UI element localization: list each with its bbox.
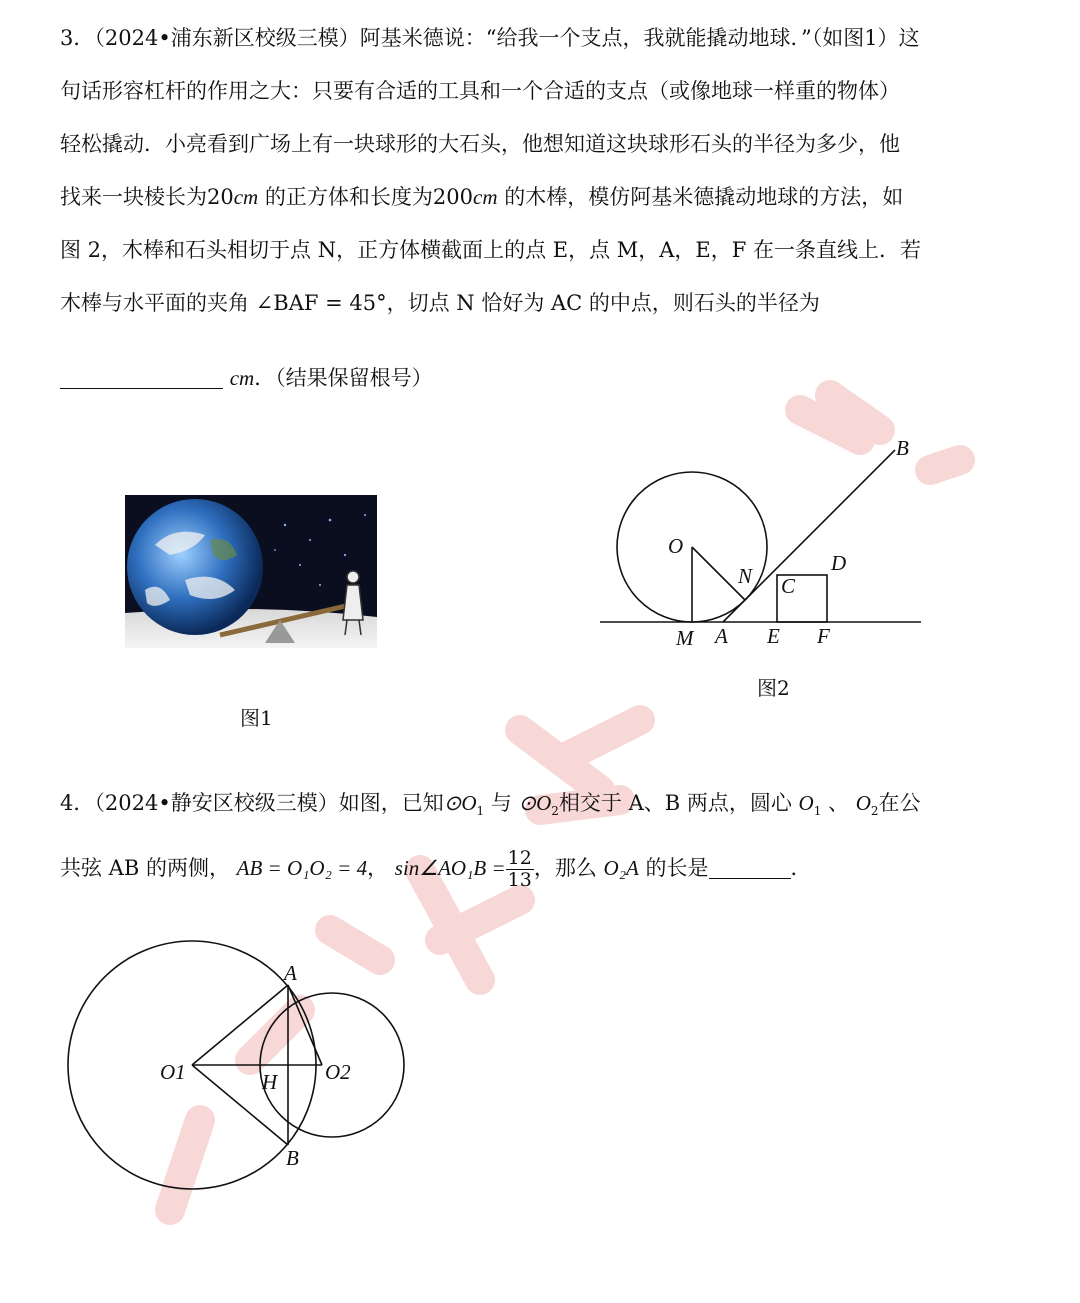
q4-text: 共弦 AB 的两侧， xyxy=(60,856,230,880)
label-d: D xyxy=(831,551,847,575)
segment-o2a: O₂A xyxy=(603,856,639,880)
q4-text: 如图，已知 xyxy=(338,791,444,815)
circle-o1: ⊙O xyxy=(443,791,477,815)
q3-line-6: 木棒与水平面的夹角 ∠BAF = 45°，切点 N 恰好为 AC 的中点，则石头的半径为 xyxy=(60,291,820,315)
q4-line-1 xyxy=(60,777,995,838)
circle-o2: ⊙O xyxy=(518,791,552,815)
label-o1: O1 xyxy=(160,1060,186,1084)
label-b: B xyxy=(896,436,909,460)
label-h: H xyxy=(262,1070,278,1094)
label-b: B xyxy=(286,1146,299,1170)
q4-text: ． xyxy=(790,856,812,880)
label-a: A xyxy=(284,961,297,985)
q3-line-2: 句话形容杠杆的作用之大：只要有合适的工具和一个合适的支点（或像地球一样重的物体） xyxy=(60,79,900,103)
q4-text: 、 xyxy=(828,791,850,815)
subscript: 2 xyxy=(551,804,559,819)
q3-unit: cm xyxy=(473,185,498,209)
q3-line-3: 轻松撬动．小亮看到广场上有一块球形的大石头，他想知道这块球形石头的半径为多少，他 xyxy=(60,132,900,156)
label-a: A xyxy=(715,624,728,648)
question-source: （2024•浦东新区校级三模） xyxy=(94,26,360,50)
label-o2: O2 xyxy=(325,1060,351,1084)
fraction-denominator: 13 xyxy=(507,869,532,891)
q3-value: 20 xyxy=(207,185,234,209)
q3-text: 找来一块棱长为 xyxy=(60,185,207,209)
q4-text: 相交于 A、B 两点，圆心 xyxy=(558,791,792,815)
q4-text: ， xyxy=(367,856,389,880)
q4-text: 的长是 xyxy=(645,856,709,880)
center-o1: O xyxy=(798,791,814,815)
q3-line-4 xyxy=(60,171,995,224)
q3-line-1 xyxy=(60,12,995,65)
answer-blank[interactable] xyxy=(60,364,223,389)
label-n: N xyxy=(738,564,753,588)
figure-q4-diagram xyxy=(60,935,420,1195)
question-3 xyxy=(60,12,995,330)
question-source: （2024•静安区校级三模） xyxy=(94,791,339,815)
label-e: E xyxy=(767,624,780,648)
q4-text: 在公 xyxy=(878,791,921,815)
answer-blank[interactable] xyxy=(709,854,791,879)
q4-text: 与 xyxy=(490,791,512,815)
subscript: 1 xyxy=(813,804,822,819)
figure-1-earth-lever xyxy=(125,495,377,648)
q3-text: 的木棒，模仿阿基米德撬动地球的方法，如 xyxy=(504,185,904,209)
question-number: 3． xyxy=(60,26,95,50)
q4-text: ，那么 xyxy=(533,856,597,880)
subscript: 1 xyxy=(476,804,485,819)
q4-line-2 xyxy=(60,842,995,895)
q3-value: 200 xyxy=(432,185,474,209)
label-c: C xyxy=(781,574,796,598)
q3-text: 阿基米德说：“给我一个支点，我就能撬动地球．”（如图1）这 xyxy=(359,26,920,50)
q3-line-5: 图 2，木棒和石头相切于点 N，正方体横截面上的点 E，点 M，A，E，F 在一条直线上．若 xyxy=(60,238,922,262)
earth-globe xyxy=(127,499,263,635)
q3-answer-line xyxy=(60,352,995,405)
answer-note: ．（结果保留根号） xyxy=(254,366,433,390)
equation-ab: AB = O₁O₂ = 4 xyxy=(236,856,368,880)
q3-unit: cm xyxy=(233,185,259,209)
segment-o1a xyxy=(192,985,288,1065)
fraction-numerator: 12 xyxy=(507,847,532,870)
fraction xyxy=(506,848,534,891)
label-m: M xyxy=(676,626,694,650)
label-f: F xyxy=(817,624,830,648)
segment-ao2 xyxy=(288,985,322,1065)
figure-2-diagram xyxy=(595,430,925,660)
label-o: O xyxy=(668,534,684,558)
subscript: 2 xyxy=(870,804,879,819)
figure-2-caption: 图2 xyxy=(757,676,790,700)
question-4 xyxy=(60,777,995,838)
answer-unit: cm xyxy=(229,366,255,390)
center-o2: O xyxy=(855,791,871,815)
q3-text: 的正方体和长度为 xyxy=(264,185,433,209)
question-number: 4． xyxy=(60,791,95,815)
figure-1-caption: 图1 xyxy=(240,706,273,730)
stick-ab xyxy=(723,450,895,622)
equation-sin: sin∠AO₁B = xyxy=(394,856,506,880)
